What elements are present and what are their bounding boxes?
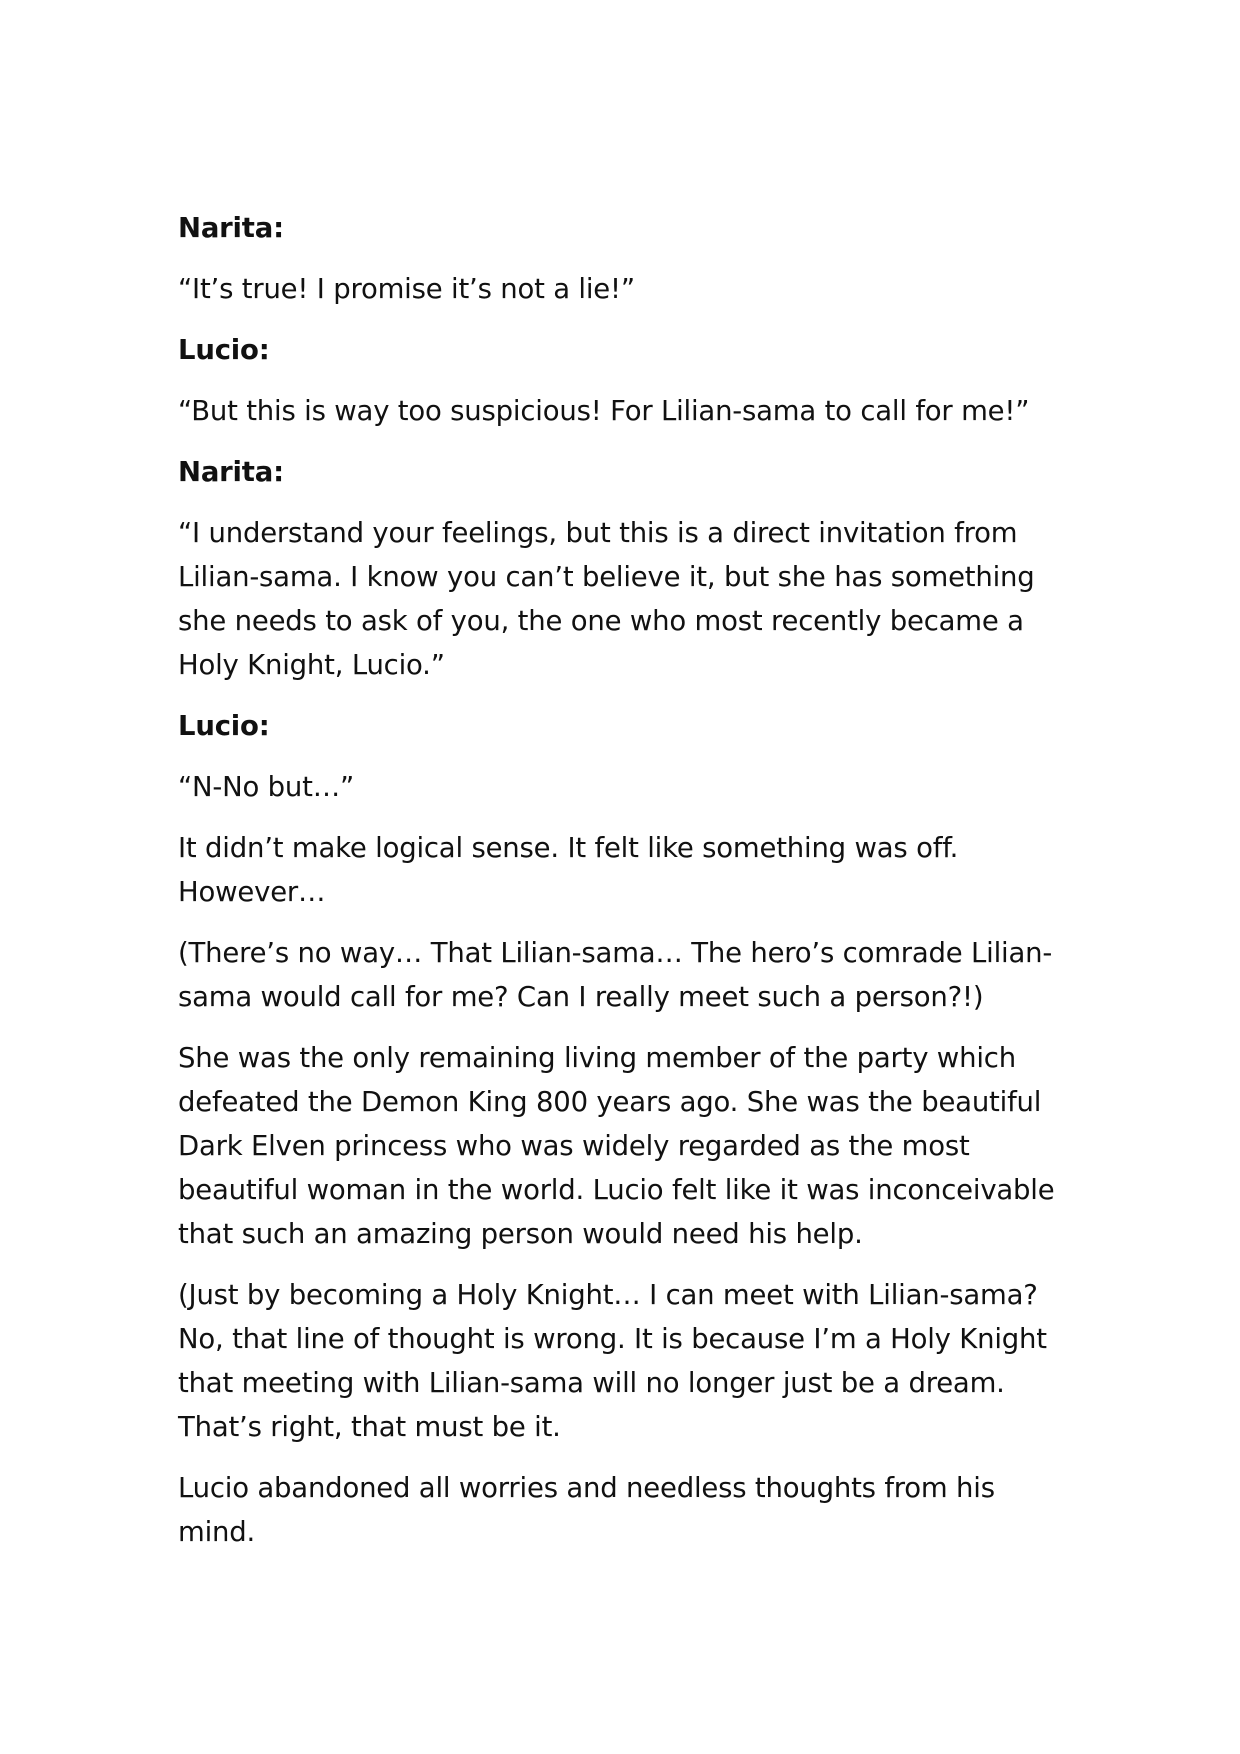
text-line: (There’s no way… That Lilian-sama… The hero’s comrade Lilian-: [178, 937, 1053, 969]
narration-paragraph: [178, 826, 1078, 914]
text-line: mind.: [178, 1516, 256, 1548]
text-line: However…: [178, 876, 326, 908]
narration-paragraph: [178, 1466, 1078, 1554]
dialogue-paragraph: [178, 765, 1078, 809]
dialogue-paragraph: [178, 267, 1078, 311]
text-line: sama would call for me? Can I really meet such a person?!): [178, 981, 984, 1013]
narration-paragraph: [178, 1036, 1078, 1256]
narration-paragraph: [178, 1273, 1078, 1449]
speaker-name: [178, 450, 1078, 494]
speaker-name: [178, 328, 1078, 372]
text-line: It didn’t make logical sense. It felt like something was off.: [178, 832, 959, 864]
dialogue-paragraph: [178, 511, 1078, 687]
text-line: Dark Elven princess who was widely regarded as the most: [178, 1130, 970, 1162]
text-line: “N-No but…”: [178, 771, 355, 803]
text-line: “I understand your feelings, but this is a direct invitation from: [178, 517, 1018, 549]
speaker-name: [178, 704, 1078, 748]
text-line: Narita:: [178, 212, 284, 244]
text-line: Lucio:: [178, 334, 270, 366]
text-line: “But this is way too suspicious! For Lilian-sama to call for me!”: [178, 395, 1030, 427]
document-body: [178, 206, 1078, 1571]
text-line: that such an amazing person would need his help.: [178, 1218, 863, 1250]
text-line: “It’s true! I promise it’s not a lie!”: [178, 273, 635, 305]
text-line: Lucio:: [178, 710, 270, 742]
dialogue-paragraph: [178, 389, 1078, 433]
text-line: she needs to ask of you, the one who most recently became a: [178, 605, 1024, 637]
text-line: No, that line of thought is wrong. It is because I’m a Holy Knight: [178, 1323, 1047, 1355]
text-line: She was the only remaining living member of the party which: [178, 1042, 1016, 1074]
text-line: Holy Knight, Lucio.”: [178, 649, 445, 681]
speaker-name: [178, 206, 1078, 250]
text-line: that meeting with Lilian-sama will no longer just be a dream.: [178, 1367, 1005, 1399]
text-line: Lucio abandoned all worries and needless thoughts from his: [178, 1472, 995, 1504]
text-line: Lilian-sama. I know you can’t believe it, but she has something: [178, 561, 1035, 593]
text-line: defeated the Demon King 800 years ago. She was the beautiful: [178, 1086, 1042, 1118]
text-line: Narita:: [178, 456, 284, 488]
text-line: That’s right, that must be it.: [178, 1411, 561, 1443]
narration-paragraph: [178, 931, 1078, 1019]
text-line: beautiful woman in the world. Lucio felt like it was inconceivable: [178, 1174, 1055, 1206]
text-line: (Just by becoming a Holy Knight… I can meet with Lilian-sama?: [178, 1279, 1038, 1311]
